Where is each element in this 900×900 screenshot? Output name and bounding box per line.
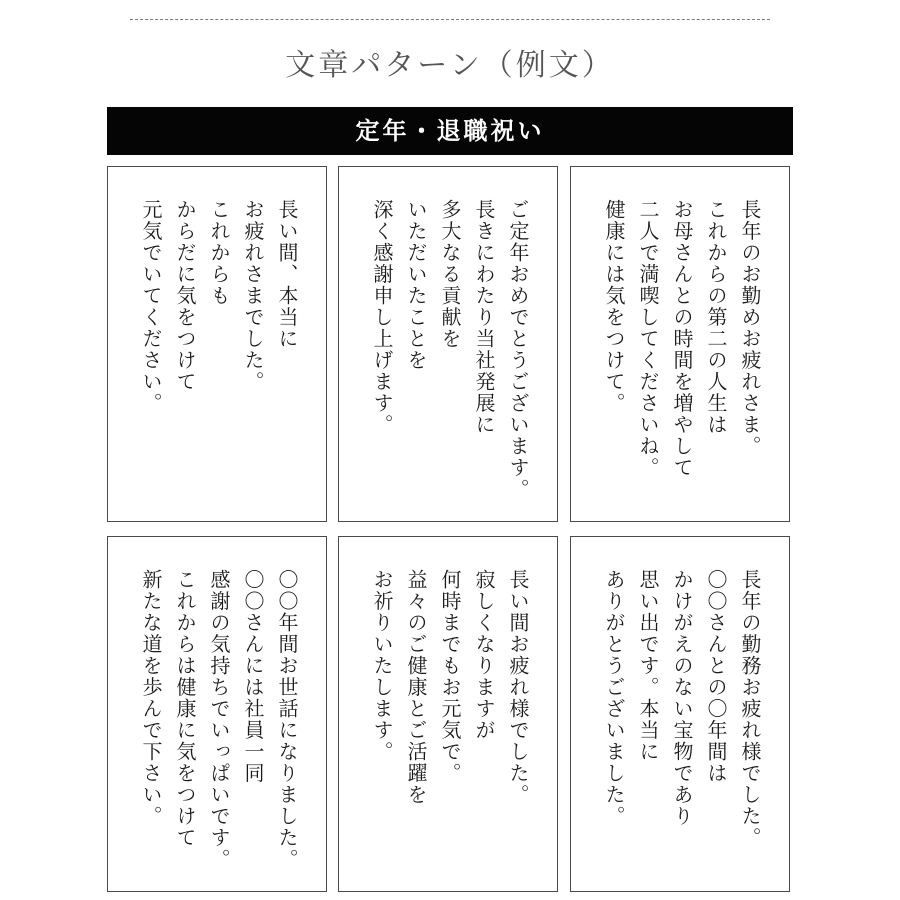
message-text: 長年のお勤めお疲れさま。 これからの第二の人生は お母さんとの時間を増やして 二人で満喫してくださいね。 健康には気をつけて。 — [602, 199, 762, 479]
message-card — [338, 536, 558, 892]
message-card — [107, 536, 327, 892]
message-card — [570, 536, 790, 892]
message-text: 〇〇年間お世話になりました。 〇〇さんには社員一同 感謝の気持ちでいっぱいです。 これからは健康に気をつけて 新たな道を歩んで下さい。 — [139, 569, 299, 870]
message-card — [338, 166, 558, 522]
dashed-divider — [130, 19, 770, 20]
page-title: 文章パターン（例文） — [285, 48, 615, 83]
message-card — [107, 166, 327, 522]
message-text: 長い間お疲れ様でした。 寂しくなりますが 何時までもお元気で。 益々のご健康とご活躍を お祈りいたします。 — [370, 569, 530, 806]
message-card — [570, 166, 790, 522]
section-header: 定年・退職祝い — [107, 107, 793, 155]
message-text: 長い間、本当に お疲れさまでした。 これからも からだに気をつけて 元気でいてください。 — [139, 199, 299, 414]
message-text: 長年の勤務お疲れ様でした。 〇〇さんとの〇年間は かけがえのない宝物であり 思い出です。本当に ありがとうございました。 — [602, 569, 762, 849]
message-text: ご定年おめでとうございます。 長きにわたり当社発展に 多大なる貢献を いただいたことを 深く感謝申し上げます。 — [370, 199, 530, 500]
